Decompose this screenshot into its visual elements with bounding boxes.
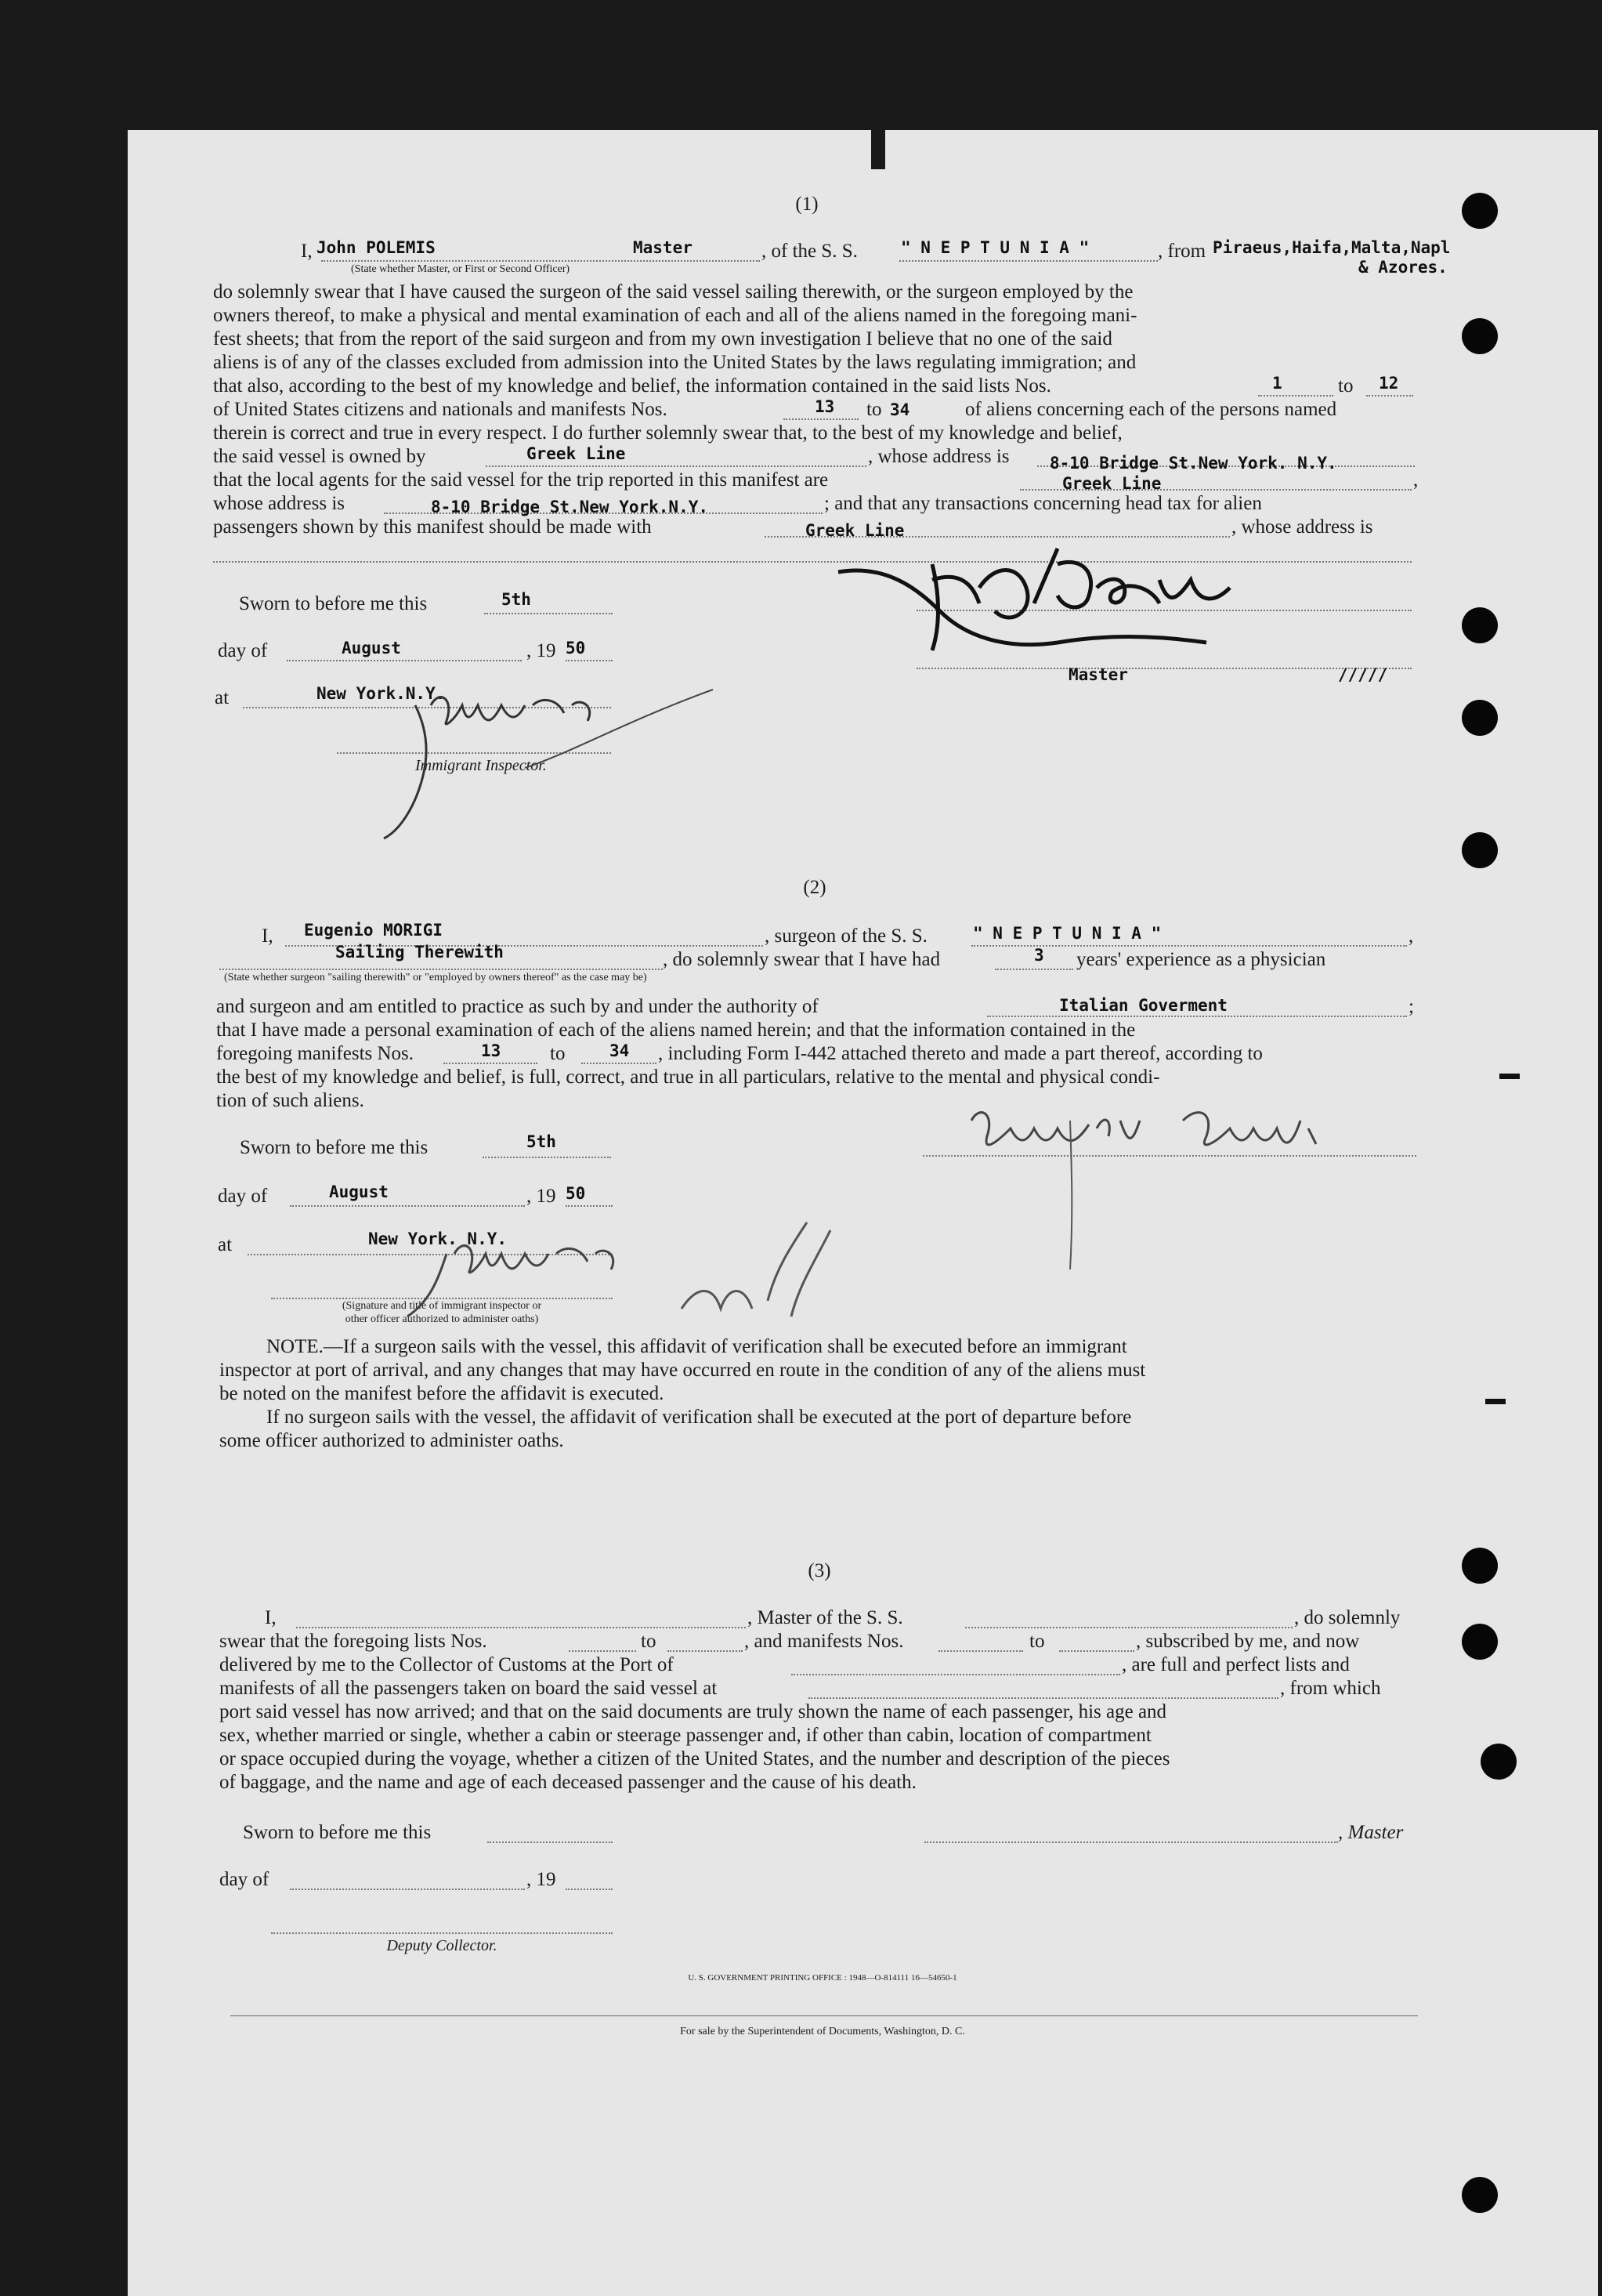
oath-line: , whose address is (1231, 516, 1373, 538)
surgeon-signature (964, 1089, 1402, 1277)
at-label: at (218, 1234, 233, 1255)
field-line (899, 260, 1158, 262)
sworn-year: 50 (566, 1184, 586, 1203)
oath-line: that also, according to the best of my knowledge and belief, the information contained in the said lists Nos. (213, 375, 1051, 397)
agents-address: 8-10 Bridge St.New York.N.Y. (431, 498, 709, 516)
sworn-label: Sworn to before me this (243, 1822, 432, 1843)
master-title: Master (1069, 665, 1128, 684)
sworn-label: Sworn to before me this (239, 593, 428, 614)
to-label: to (641, 1631, 656, 1652)
head-tax-label: passengers shown by this manifest should be made with (213, 516, 652, 538)
years-label: years' experience as a physician (1076, 949, 1326, 970)
sworn-year: 50 (566, 639, 586, 657)
inspector-signature (368, 674, 744, 846)
agents-address-label: whose address is (213, 493, 345, 514)
comma: , (1413, 469, 1419, 491)
local-agents: Greek Line (1062, 474, 1162, 493)
owner-address: 8-10 Bridge St.New York. N.Y. (1050, 454, 1337, 473)
lead-i: I, (301, 241, 313, 262)
sworn-month: August (342, 639, 401, 657)
field-line (290, 1889, 525, 1890)
field-line (443, 1063, 537, 1064)
printing-office: U. S. GOVERNMENT PRINTING OFFICE : 1948—O-814111 16—54650-1 (688, 1973, 957, 1983)
field-line (938, 1650, 1023, 1652)
sworn-place: New York. N.Y. (368, 1229, 508, 1248)
deputy-title: Deputy Collector. (386, 1937, 497, 1954)
field-line (321, 260, 760, 262)
master-of-label: , Master of the S. S. (747, 1607, 903, 1628)
for-sale-note: For sale by the Superintendent of Documents, Washington, D. C. (680, 2026, 965, 2037)
sworn-label: Sworn to before me this (240, 1137, 429, 1158)
status-note: (State whether surgeon "sailing therewith" or "employed by owners thereof" as the case may be) (224, 972, 647, 983)
master-rank: Master (633, 238, 693, 257)
sworn-day: 5th (501, 590, 531, 609)
oath-line: , do solemnly (1294, 1607, 1401, 1628)
year-prefix: , 19 (526, 1869, 556, 1890)
punch-hole (1462, 1548, 1498, 1584)
oath-line: sex, whether married or single, whether a cabin or steerage passenger and, if other than cabin, location of compartment (219, 1725, 1152, 1746)
oath-line: aliens is of any of the classes excluded from admission into the United States by the laws regulating immigration; and (213, 352, 1137, 373)
field-line (581, 1063, 656, 1064)
rank-note: (State whether Master, or First or Second Officer) (351, 263, 570, 275)
ports-of-origin-cont: & Azores. (1358, 258, 1448, 277)
field-line (667, 1650, 743, 1652)
oath-line: of United States citizens and nationals and manifests Nos. (213, 399, 667, 420)
punch-hole (1462, 193, 1498, 229)
agents-label: that the local agents for the said vessel for the trip reported in this manifest are (213, 469, 829, 491)
field-line (296, 1627, 746, 1628)
authority-label: and surgeon and am entitled to practice as such by and under the authority of (216, 996, 819, 1017)
field-line (808, 1697, 1278, 1699)
field-line (1258, 395, 1333, 397)
manifests-label: , and manifests Nos. (744, 1631, 904, 1652)
oath-line: , from which (1280, 1678, 1381, 1699)
from-label: , from (1158, 241, 1206, 262)
oath-line: fest sheets; that from the report of the said surgeon and from my own investigation I believe that no one of the said (213, 328, 1112, 349)
sig-note: (Signature and title of immigrant inspector or (342, 1300, 542, 1312)
sworn-month: August (329, 1182, 389, 1201)
punch-hole (1462, 318, 1498, 354)
year-prefix: , 19 (526, 640, 556, 661)
vessel-name: " N E P T U N I A " (901, 238, 1090, 257)
note-line: be noted on the manifest before the affidavit is executed. (219, 1383, 664, 1404)
master-mark: ///// (1338, 665, 1388, 684)
inspector-signature (384, 1199, 854, 1332)
punch-hole (1462, 607, 1498, 643)
lists-from: 1 (1272, 374, 1282, 393)
master-name: John POLEMIS (316, 238, 436, 257)
punch-hole (1462, 1624, 1498, 1660)
oath-line: the best of my knowledge and belief, is full, correct, and true in all particulars, relative to the mental and physical condi- (216, 1067, 1160, 1088)
punch-hole (1462, 700, 1498, 736)
field-line (569, 1650, 636, 1652)
field-line (566, 1889, 613, 1890)
field-line (484, 613, 613, 614)
punch-hole (1481, 1744, 1517, 1780)
oath-line: that I have made a personal examination of each of the aliens named herein; and that the information contained in the (216, 1019, 1136, 1041)
swear-label: , do solemnly swear that I have had (663, 949, 941, 970)
ports-of-origin: Piraeus,Haifa,Malta,Napl (1213, 238, 1451, 257)
field-line (995, 969, 1073, 970)
manifests-to: 34 (890, 400, 910, 419)
punch-hole (1462, 832, 1498, 868)
section-2-number: (2) (803, 877, 826, 898)
field-line (987, 1016, 1407, 1017)
oath-line: , subscribed by me, and now (1136, 1631, 1360, 1652)
section-1-number: (1) (795, 194, 819, 215)
oath-line: tion of such aliens. (216, 1090, 364, 1111)
margin-mark (1485, 1399, 1506, 1404)
lists-label: swear that the foregoing lists Nos. (219, 1631, 487, 1652)
owned-by-label: the said vessel is owned by (213, 446, 426, 467)
oath-line: foregoing manifests Nos. (216, 1043, 414, 1064)
oath-line: or space occupied during the voyage, whether a citizen of the United States, and the number and description of the pieces (219, 1748, 1170, 1769)
field-line (1059, 1650, 1134, 1652)
head-tax-agent: Greek Line (805, 521, 905, 540)
page-tear (871, 125, 885, 169)
manifests-from: 13 (815, 397, 835, 416)
oath-line: , including Form I-442 attached thereto and made a part thereof, according to (658, 1043, 1263, 1064)
of-ss-label: , of the S. S. (761, 241, 858, 262)
note-line: NOTE.—If a surgeon sails with the vessel, this affidavit of verification shall be executed before an immigrant (266, 1336, 1127, 1357)
field-line (287, 660, 522, 661)
lead-i: I, (262, 925, 273, 947)
surgeon-status: Sailing Therewith (335, 943, 504, 961)
master-label: , Master (1338, 1822, 1404, 1843)
sworn-place: New York.N.Y. (316, 684, 446, 703)
year-prefix: , 19 (526, 1186, 556, 1207)
at-label: at (215, 687, 230, 708)
field-line (219, 969, 663, 970)
surgeon-name: Eugenio MORIGI (304, 921, 443, 940)
note-line: inspector at port of arrival, and any changes that may have occurred en route in the condition of any of the aliens must (219, 1360, 1146, 1381)
section-3-number: (3) (808, 1560, 831, 1581)
port-label: delivered by me to the Collector of Customs at the Port of (219, 1654, 674, 1675)
field-line (965, 1627, 1293, 1628)
surgeon-manifests-from: 13 (481, 1041, 501, 1060)
to-label: to (1029, 1631, 1045, 1652)
punch-hole (1462, 2177, 1498, 2213)
margin-mark (1499, 1074, 1520, 1079)
to-label: to (1338, 375, 1354, 397)
note-line: If no surgeon sails with the vessel, the affidavit of verification shall be executed at the port of departure before (266, 1407, 1132, 1428)
years-experience: 3 (1034, 946, 1044, 965)
master-signature (823, 517, 1293, 666)
to-label: to (550, 1043, 566, 1064)
oath-line: do solemnly swear that I have caused the surgeon of the said vessel sailing therewith, or the surgeon employed by the (213, 281, 1134, 302)
owner-address-label: , whose address is (868, 446, 1010, 467)
oath-line: , are full and perfect lists and (1122, 1654, 1350, 1675)
oath-line: of aliens concerning each of the persons named (965, 399, 1337, 420)
day-of-label: day of (219, 1869, 269, 1890)
field-line (486, 465, 866, 467)
oath-line: port said vessel has now arrived; and that on the said documents are truly shown the name of each passenger, his age and (219, 1701, 1167, 1722)
oath-line: therein is correct and true in every respect. I do further solemnly swear that, to the best of my knowledge and belief, (213, 422, 1123, 444)
authority: Italian Goverment (1059, 996, 1228, 1015)
field-line (566, 660, 613, 661)
port-label: manifests of all the passengers taken on board the said vessel at (219, 1678, 718, 1699)
field-line (487, 1842, 613, 1843)
lists-to: 12 (1379, 374, 1399, 393)
sig-note: other officer authorized to administer oaths) (345, 1313, 539, 1325)
oath-line: owners thereof, to make a physical and mental examination of each and all of the aliens named in the foregoing mani- (213, 305, 1137, 326)
oath-line: ; and that any transactions concerning head tax for alien (824, 493, 1262, 514)
comma: , (1409, 925, 1414, 947)
semicolon: ; (1409, 996, 1414, 1017)
to-label: to (866, 399, 882, 420)
note-line: some officer authorized to administer oaths. (219, 1430, 564, 1451)
surgeon-manifests-to: 34 (609, 1041, 630, 1060)
surgeon-of-label: , surgeon of the S. S. (765, 925, 928, 947)
surgeon-vessel: " N E P T U N I A " (973, 924, 1162, 943)
sworn-day: 5th (526, 1132, 556, 1151)
vessel-owner: Greek Line (526, 444, 626, 463)
field-line (783, 418, 859, 420)
day-of-label: day of (218, 1186, 268, 1207)
field-line (483, 1157, 611, 1158)
lead-i: I, (265, 1607, 277, 1628)
field-line (791, 1674, 1120, 1675)
inspector-title: Immigrant Inspector. (415, 757, 547, 774)
footer-rule (230, 2015, 1418, 2016)
field-line (1366, 395, 1413, 397)
oath-line: of baggage, and the name and age of each deceased passenger and the cause of his death. (219, 1772, 917, 1793)
field-line (924, 1842, 1338, 1843)
day-of-label: day of (218, 640, 268, 661)
